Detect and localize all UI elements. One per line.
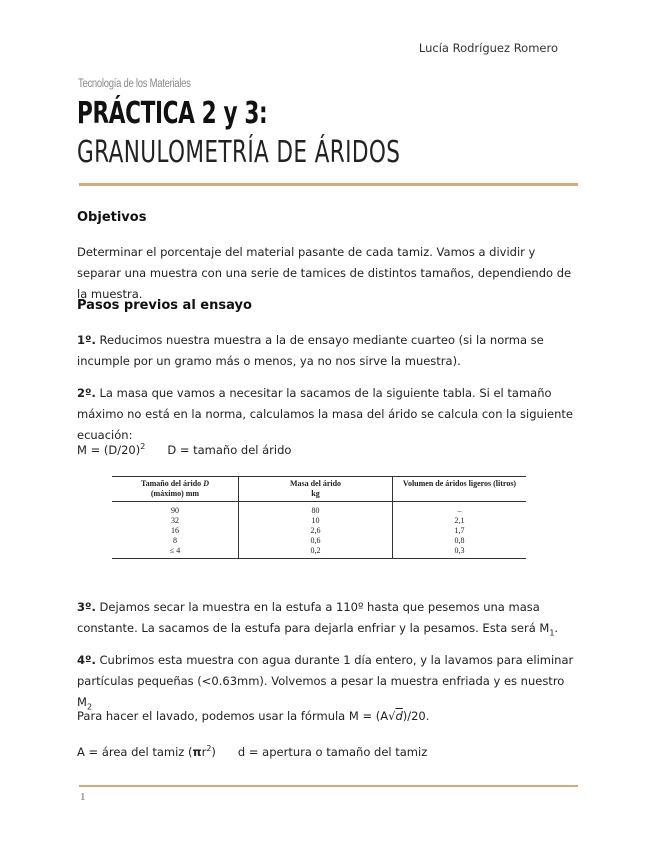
objetivos-heading: Objetivos [77, 210, 147, 225]
step-1-number: 1º. [77, 333, 96, 347]
page-title: PRÁCTICA 2 y 3: [77, 96, 268, 131]
sqrt-symbol: √ [388, 709, 396, 723]
objetivos-paragraph: Determinar el porcentaje del material pasante de cada tamiz. Vamos a dividir y separar una muestra con una serie de tamices de distintos tamaños, dependiendo de la muestra. [77, 245, 572, 301]
step-1-paragraph [77, 330, 582, 372]
step-4-text: Cubrimos esta muestra con agua durante 1 día entero, y la lavamos para eliminar partículas pequeñas (<0.63mm). Volvemos a pesar la muestra enfriada y es nuestro M [77, 653, 574, 709]
formula-d: D = tamaño del árido [167, 442, 292, 457]
step-1-text: Reducimos nuestra muestra a la de ensayo mediante cuarteo (si la norma se incumple por un gramo más o menos, ya no nos sirve la muestra). [77, 333, 544, 368]
page-number: 1 [80, 791, 86, 803]
page-subtitle: GRANULOMETRÍA DE ÁRIDOS [77, 135, 401, 170]
table-row: 90 80 – [112, 502, 526, 517]
formula-m: M = (D/20) [77, 442, 141, 457]
area-definition: A = área del tamiz $(\pi r^2) d$ = apertura o tamaño del tamiz [77, 744, 428, 759]
title-divider [79, 183, 578, 186]
step-3-number: 3º. [77, 600, 96, 614]
footer-divider [79, 785, 578, 787]
table-row: 8 0,6 0,8 [112, 536, 526, 546]
mass-formula [77, 436, 582, 461]
apertura-definition: d = apertura o tamaño del tamiz [237, 744, 428, 759]
table-row: ≤ 4 0,2 0,3 [112, 546, 526, 559]
step-2-text: La masa que vamos a necesitar la sacamos de la siguiente tabla. Si el tamaño máximo no está en la norma, calculamos la masa del árido se calcula con la siguiente ecuación: [77, 386, 573, 442]
step-4-number: 4º. [77, 653, 96, 667]
step-3-paragraph: 3º. Dejamos secar la muestra en la estufa a 110º hasta que pesemos una masa constante. La sacamos de la estufa para dejarla enfriar y la pesamos. Esta será $M_1$. [77, 600, 559, 638]
author-name: Lucía Rodríguez Romero [418, 41, 558, 55]
table-row: 32 10 2,1 [112, 516, 526, 526]
formula-m-exponent: 2 [140, 442, 146, 451]
sample-mass-table [112, 476, 526, 559]
table-header-row [112, 477, 526, 502]
subject-label: Tecnología de los Materiales [78, 78, 191, 90]
step-2-number: 2º. [77, 386, 96, 400]
lavado-formula: Para hacer el lavado, podemos usar la fórmula M = (A√d)/20. [77, 709, 430, 723]
table-row: 16 2,6 1,7 [112, 526, 526, 536]
pasos-heading: Pasos previos al ensayo [77, 298, 252, 313]
table-header-cell: Masa del árido kg [239, 477, 393, 502]
step-4-paragraph: 4º. Cubrimos esta muestra con agua durante 1 día entero, y la lavamos para eliminar partículas pequeñas (<0.63mm). Volvemos a pesar la muestra enfriada y es nuestro $M_2$ [77, 653, 574, 712]
step-3-text: Dejamos secar la muestra en la estufa a 110º hasta que pesemos una masa constante. La sacamos de la estufa para dejarla enfriar y la pesamos. Esta será M [77, 600, 550, 635]
table-header-cell: Volumen de áridos ligeros (litros) [393, 477, 527, 502]
table-header-cell: Tamaño del árido D (máximo) mm [112, 477, 239, 502]
